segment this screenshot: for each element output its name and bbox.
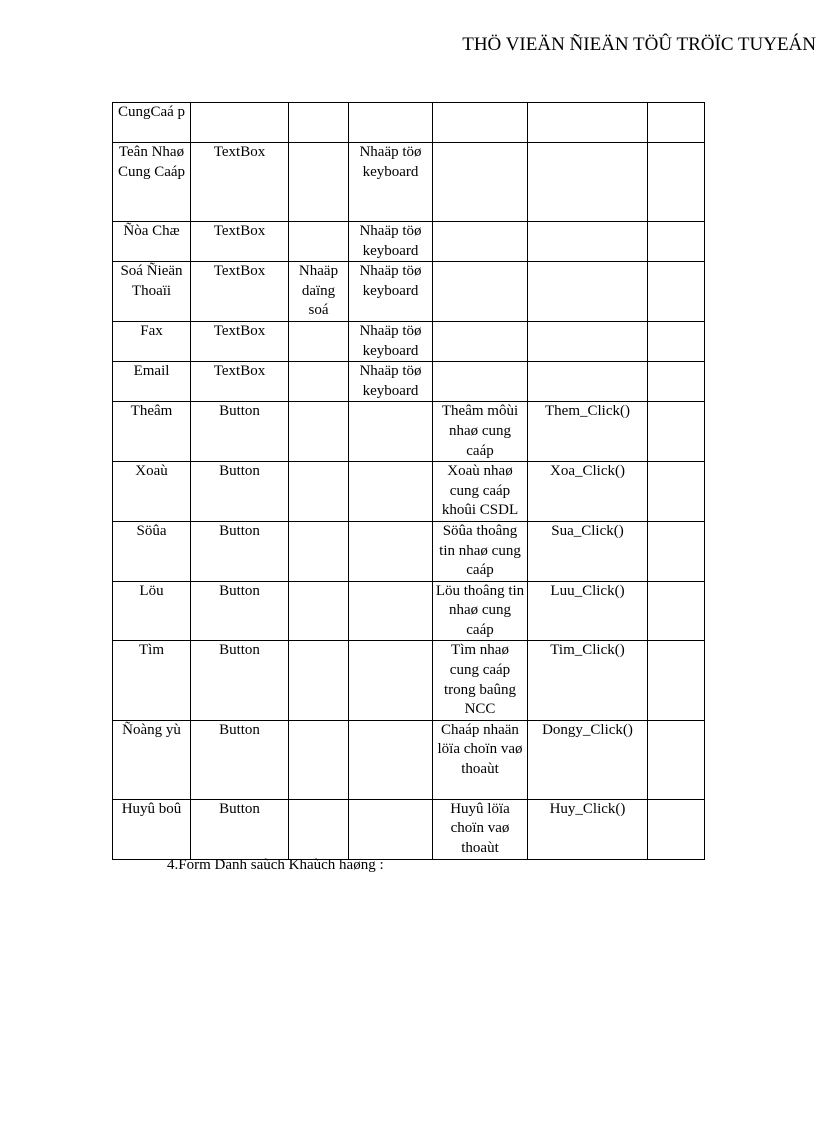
table-cell-control-type: TextBox [191,262,289,322]
table-cell-description: Huyû löïa choïn vaø thoaùt [433,799,528,859]
table-cell-description: Chaáp nhaän löïa choïn vaø thoaùt [433,720,528,799]
table-cell-note [648,521,705,581]
table-cell-control-type: Button [191,799,289,859]
table-row [113,362,705,402]
table-cell-format [289,641,349,720]
table-cell-event: Xoa_Click() [528,462,648,522]
table-cell-control-name: Xoaù [113,462,191,522]
table-cell-note [648,720,705,799]
table-cell-event [528,362,648,402]
table-cell-control-name: Ñoàng yù [113,720,191,799]
table-cell-format [289,362,349,402]
table-cell-description: Söûa thoâng tin nhaø cung caáp [433,521,528,581]
table-cell-event [528,143,648,222]
page-header-title: THÖ VIEÄN ÑIEÄN TÖÛ TRÖÏC TUYEÁN [462,34,816,55]
table-cell-description [433,321,528,361]
table-cell-note [648,462,705,522]
table-cell-input [349,103,433,143]
table-cell-event: Them_Click() [528,402,648,462]
table-cell-format [289,581,349,641]
table-cell-control-type: TextBox [191,143,289,222]
table-cell-control-type: Button [191,720,289,799]
table-cell-event: Sua_Click() [528,521,648,581]
table-cell-event [528,262,648,322]
table-row [113,222,705,262]
table-cell-control-name: Theâm [113,402,191,462]
table-row [113,402,705,462]
table-cell-control-name: Huyû boû [113,799,191,859]
table-cell-note [648,641,705,720]
table-row [113,321,705,361]
table-cell-input [349,402,433,462]
table-cell-description: Theâm môùi nhaø cung caáp [433,402,528,462]
table-cell-control-type: TextBox [191,362,289,402]
table-cell-note [648,799,705,859]
table-cell-description [433,143,528,222]
table-cell-control-type: Button [191,581,289,641]
table-row [113,581,705,641]
table-cell-format [289,402,349,462]
table-row [113,262,705,322]
table-cell-format [289,521,349,581]
table-cell-input: Nhaäp töø keyboard [349,262,433,322]
table-cell-input: Nhaäp töø keyboard [349,222,433,262]
table-cell-event [528,103,648,143]
table-cell-format [289,720,349,799]
table-cell-control-name: Soá Ñieän Thoaïi [113,262,191,322]
table-cell-description [433,222,528,262]
table-cell-control-name: Ñòa Chæ [113,222,191,262]
table-row [113,103,705,143]
table-cell-input: Nhaäp töø keyboard [349,321,433,361]
table-cell-description [433,103,528,143]
table-cell-note [648,362,705,402]
table-cell-control-type: Button [191,462,289,522]
table-cell-format [289,143,349,222]
table-cell-input [349,462,433,522]
table-cell-note [648,222,705,262]
table-cell-input [349,799,433,859]
table-cell-input [349,641,433,720]
table-row [113,799,705,859]
table-cell-event [528,222,648,262]
table-cell-format [289,462,349,522]
table-cell-control-name: Tìm [113,641,191,720]
table-cell-description: Xoaù nhaø cung caáp khoûi CSDL [433,462,528,522]
table-cell-input: Nhaäp töø keyboard [349,362,433,402]
table-cell-description [433,262,528,322]
table-cell-control-type [191,103,289,143]
table-cell-event: Tim_Click() [528,641,648,720]
table-cell-description: Löu thoâng tin nhaø cung caáp [433,581,528,641]
table-cell-event [528,321,648,361]
table-cell-format [289,321,349,361]
table-cell-control-type: TextBox [191,321,289,361]
table-cell-format [289,799,349,859]
table-cell-description [433,362,528,402]
table-cell-input [349,521,433,581]
table-row [113,143,705,222]
table-row [113,521,705,581]
table-row [113,641,705,720]
table-cell-control-name: CungCaá p [113,103,191,143]
controls-spec-table [112,102,705,860]
table-cell-control-name: Teân Nhaø Cung Caáp [113,143,191,222]
table-cell-control-type: Button [191,521,289,581]
table-cell-input: Nhaäp töø keyboard [349,143,433,222]
table-cell-control-type: Button [191,402,289,462]
table-cell-note [648,402,705,462]
table-cell-note [648,262,705,322]
table-cell-event: Luu_Click() [528,581,648,641]
table-cell-note [648,581,705,641]
table-cell-control-name: Email [113,362,191,402]
table-cell-note [648,143,705,222]
table-cell-event: Dongy_Click() [528,720,648,799]
table-cell-event: Huy_Click() [528,799,648,859]
table-row [113,720,705,799]
table-cell-format [289,222,349,262]
table-cell-control-type: TextBox [191,222,289,262]
table-row [113,462,705,522]
section-caption: 4.Form Danh saùch Khaùch haøng : [167,857,384,873]
table-cell-note [648,103,705,143]
table-cell-input [349,720,433,799]
table-cell-control-name: Löu [113,581,191,641]
table-cell-control-name: Söûa [113,521,191,581]
table-cell-description: Tìm nhaø cung caáp trong baûng NCC [433,641,528,720]
table-cell-format [289,103,349,143]
table-cell-note [648,321,705,361]
table-cell-control-type: Button [191,641,289,720]
table-cell-control-name: Fax [113,321,191,361]
table-cell-format: Nhaäp daïng soá [289,262,349,322]
table-cell-input [349,581,433,641]
